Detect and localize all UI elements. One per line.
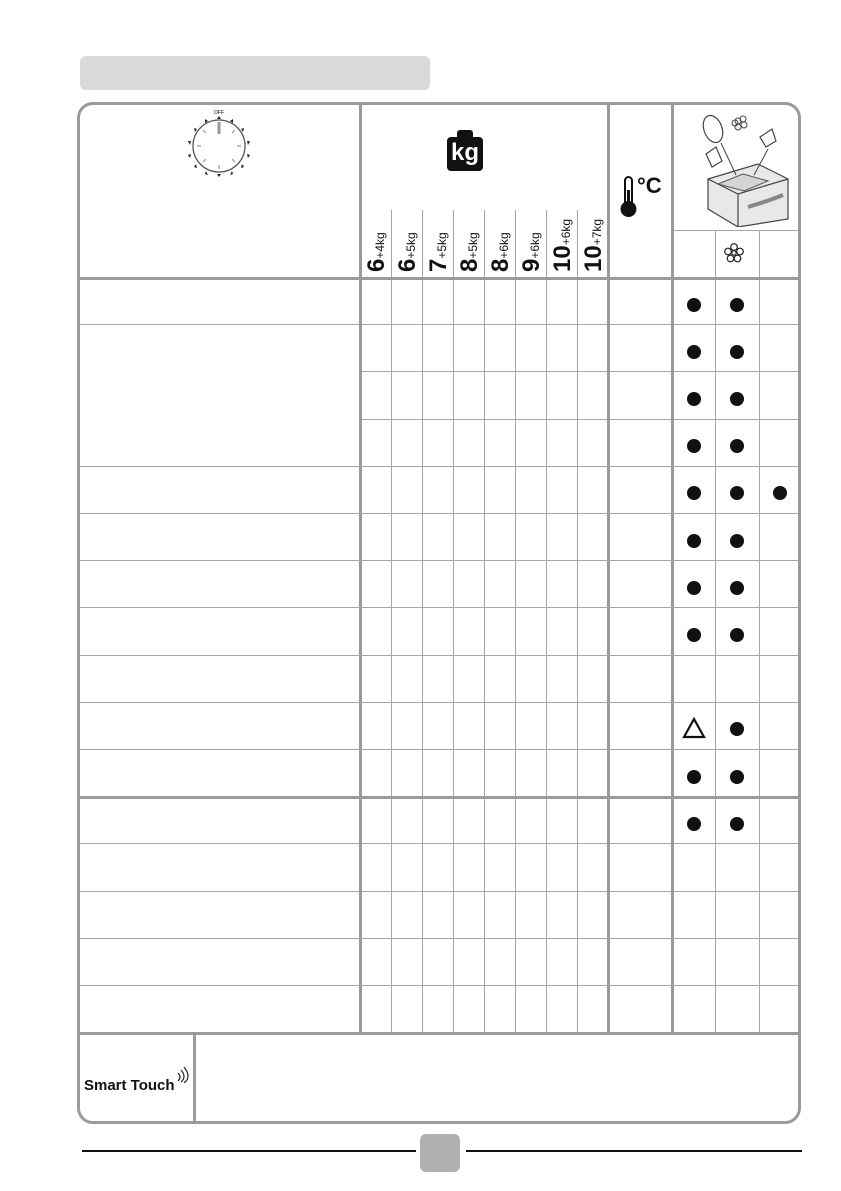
row-divider <box>80 277 801 280</box>
page-number-badge <box>420 1134 460 1172</box>
softener-icon <box>724 243 744 263</box>
dosage-dot <box>730 817 744 831</box>
capacity-label: 7+5kg <box>425 232 452 272</box>
dosage-dot <box>730 486 744 500</box>
capacity-label: 10+7kg <box>580 218 607 272</box>
capacity-label: 8+6kg <box>487 232 514 272</box>
dosage-dot <box>730 628 744 642</box>
dosage-dot <box>730 722 744 736</box>
capacity-label: 10+6kg <box>549 218 576 272</box>
row-divider <box>80 1032 801 1035</box>
detergent-drawer-icon <box>688 109 800 227</box>
row-divider <box>80 702 801 703</box>
capacity-label: 8+5kg <box>456 232 483 272</box>
nfc-signal-icon <box>176 1067 192 1083</box>
dosage-dot <box>730 581 744 595</box>
row-divider <box>80 655 801 656</box>
program-dial-icon <box>184 108 254 178</box>
row-divider <box>80 513 801 514</box>
footer-rule-left <box>82 1150 416 1152</box>
dosage-dot <box>773 486 787 500</box>
column-divider <box>515 210 516 1032</box>
column-divider <box>391 210 392 1032</box>
column-divider <box>193 1032 196 1124</box>
column-divider <box>484 210 485 1032</box>
dosage-dot <box>687 770 701 784</box>
row-divider <box>80 607 801 608</box>
temperature-unit-label: °C <box>637 173 662 198</box>
row-divider <box>80 985 801 986</box>
capacity-label: 6+4kg <box>363 232 390 272</box>
dosage-dot <box>687 581 701 595</box>
dosage-dot <box>687 439 701 453</box>
dosage-dot <box>730 298 744 312</box>
column-divider <box>359 105 362 1032</box>
row-divider <box>673 230 801 231</box>
dosage-dot <box>730 392 744 406</box>
thermometer-icon <box>619 175 639 219</box>
dosage-dot <box>687 298 701 312</box>
column-divider <box>577 210 578 1032</box>
row-divider <box>80 466 801 467</box>
dosage-dot <box>687 628 701 642</box>
program-table <box>77 102 801 1124</box>
column-divider <box>546 210 547 1032</box>
smart-touch-logo: Smart Touch <box>84 1077 175 1095</box>
footer-rule-right <box>466 1150 802 1152</box>
column-divider <box>671 105 674 1032</box>
dosage-dot <box>730 439 744 453</box>
dosage-dot <box>687 534 701 548</box>
column-divider <box>453 210 454 1032</box>
dosage-dot <box>730 345 744 359</box>
column-divider <box>759 230 760 1032</box>
column-divider <box>715 230 716 1032</box>
dosage-dot <box>687 486 701 500</box>
dosage-dot <box>730 534 744 548</box>
column-divider <box>422 210 423 1032</box>
dosage-dot <box>687 392 701 406</box>
optional-dosage-triangle <box>682 717 706 739</box>
row-divider <box>360 419 801 420</box>
dosage-dot <box>687 345 701 359</box>
row-divider <box>80 749 801 750</box>
row-divider <box>360 371 801 372</box>
row-divider <box>80 938 801 939</box>
row-divider <box>80 796 801 799</box>
column-divider <box>607 105 610 1032</box>
dosage-dot <box>687 817 701 831</box>
dial-off-label: OFF <box>214 110 224 116</box>
weight-icon: kg <box>445 130 485 172</box>
capacity-label: 9+6kg <box>518 232 545 272</box>
row-divider <box>80 843 801 844</box>
row-divider <box>80 891 801 892</box>
dosage-dot <box>730 770 744 784</box>
row-divider <box>80 324 801 325</box>
capacity-label: 6+5kg <box>394 232 421 272</box>
row-divider <box>80 560 801 561</box>
section-title-bar <box>80 56 430 90</box>
